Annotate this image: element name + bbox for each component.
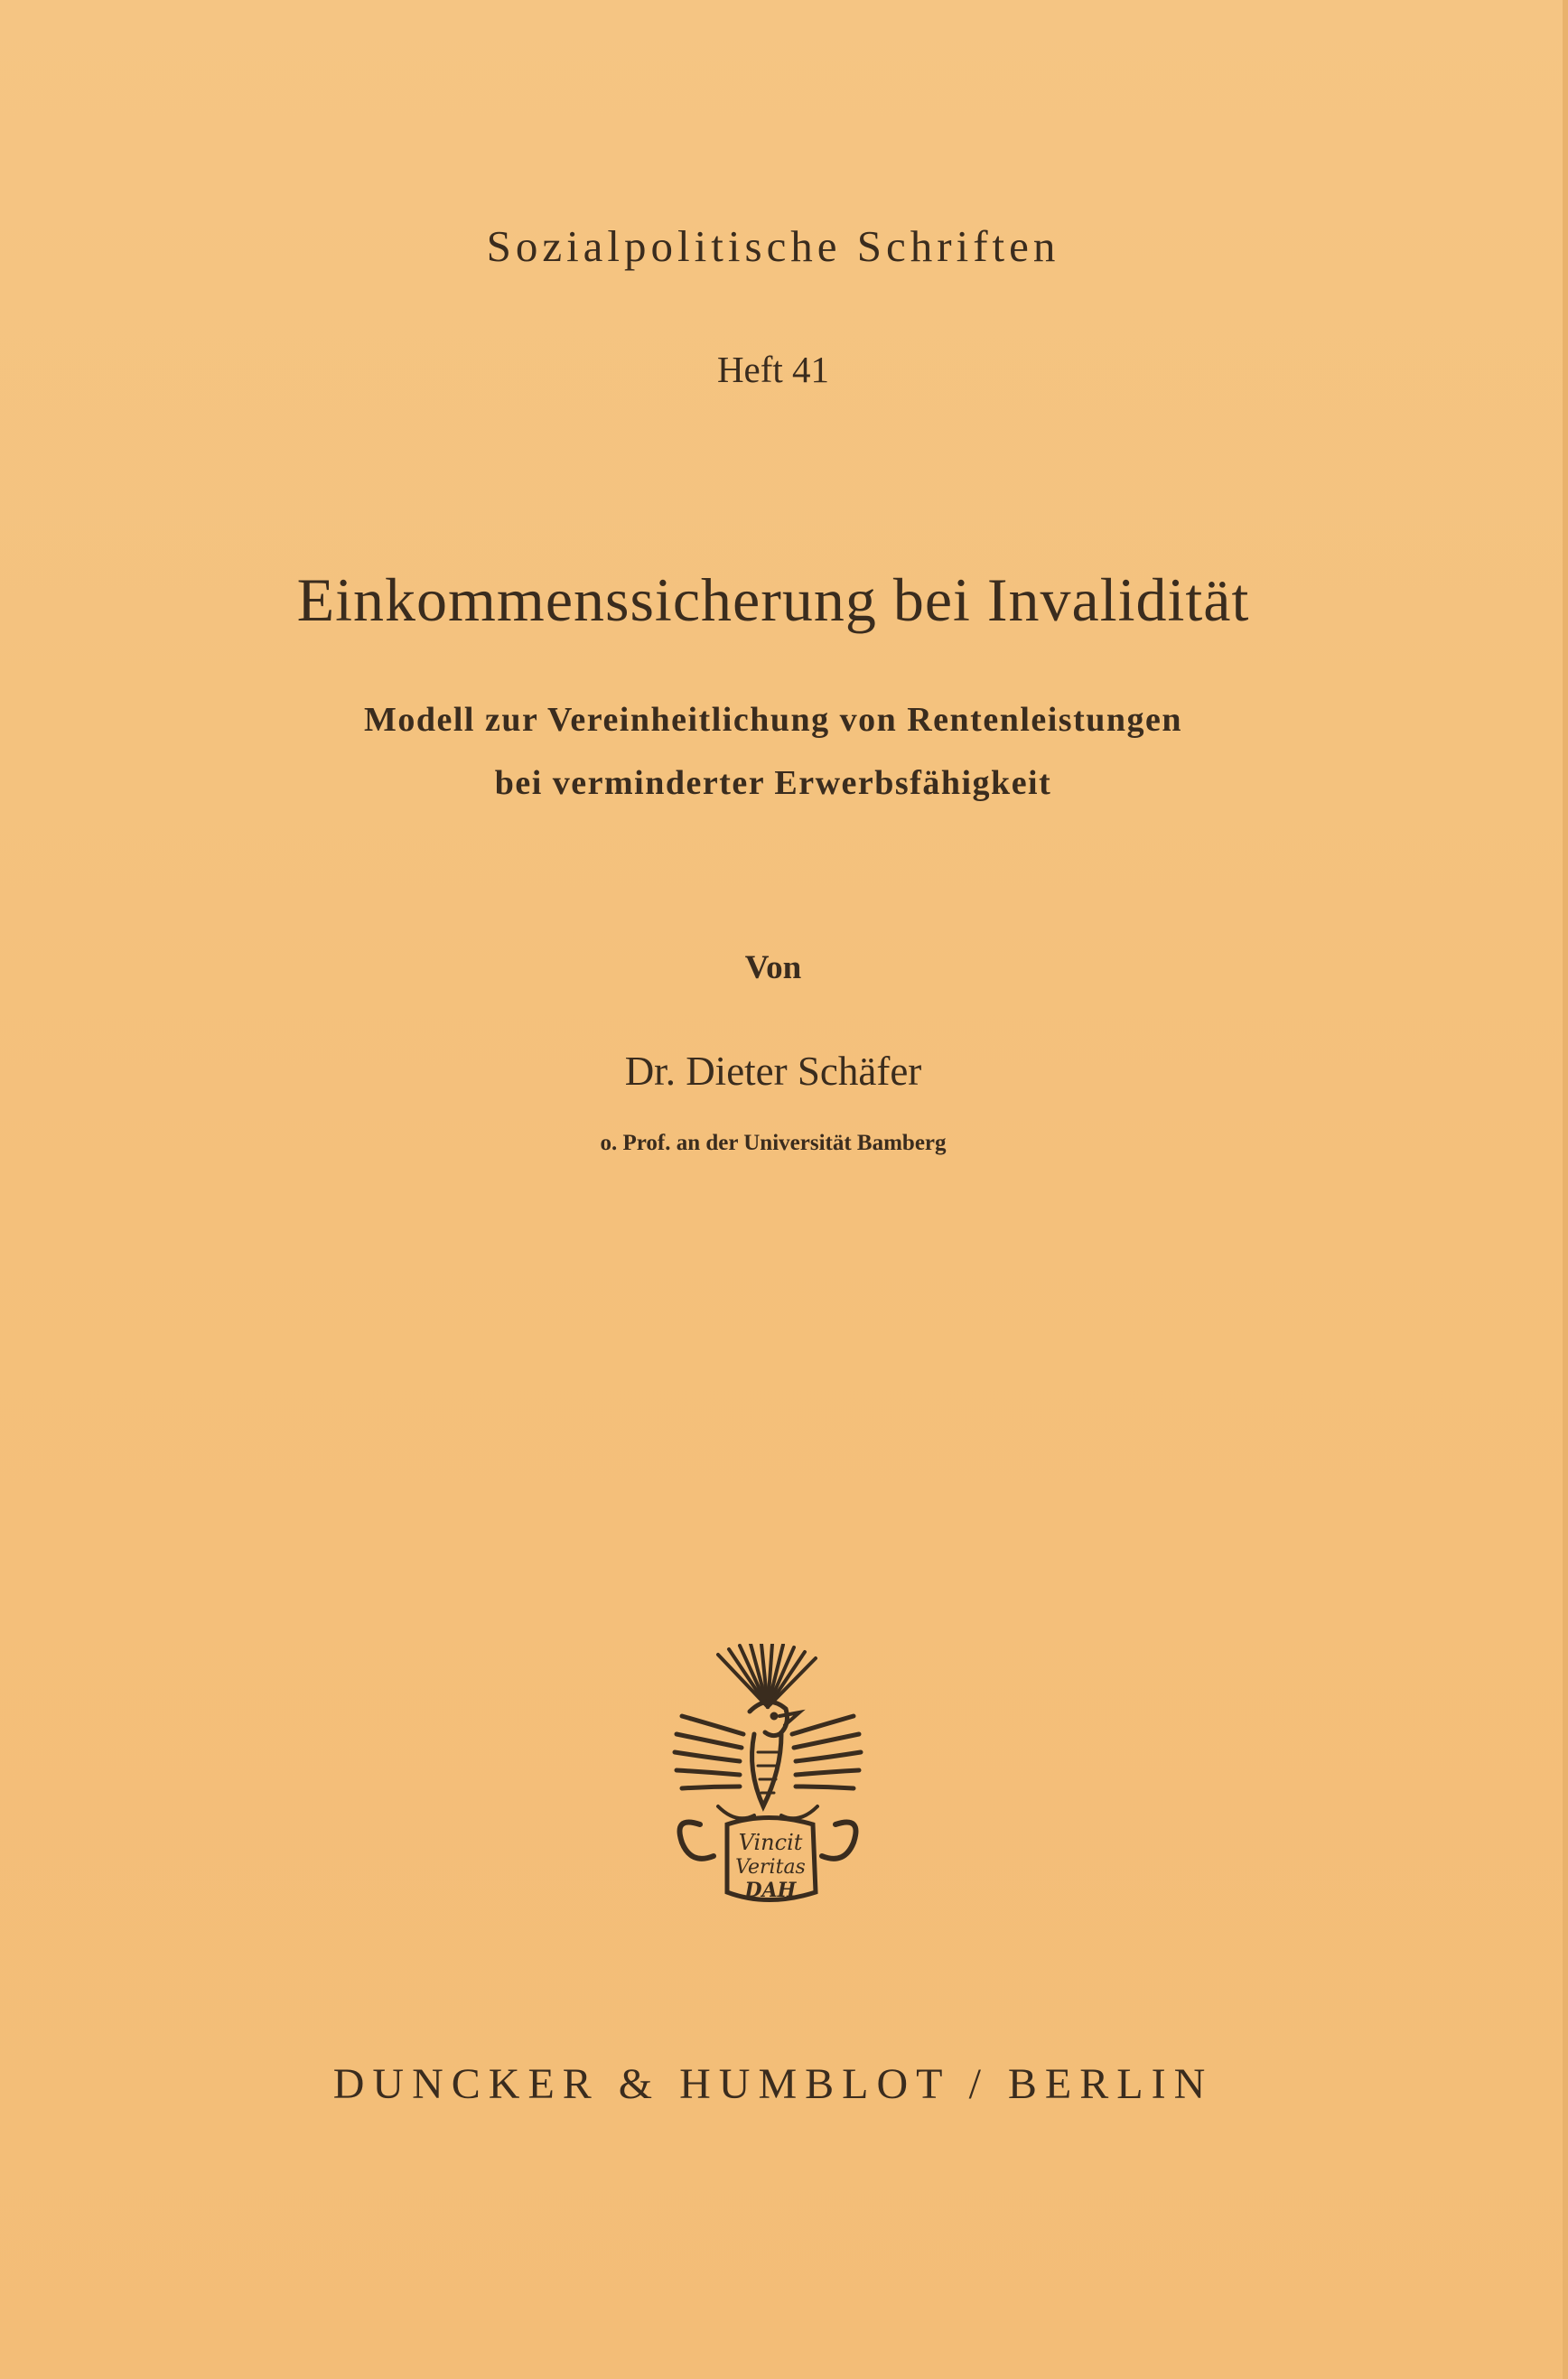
series-title: Sozialpolitische Schriften — [486, 221, 1060, 271]
emblem-text-vincit: Vincit — [738, 1830, 803, 1855]
book-title: Einkommenssicherung bei Invalidität — [296, 565, 1250, 634]
author-affiliation: o. Prof. an der Universität Bamberg — [600, 1131, 947, 1155]
emblem-text-dah: DAH — [744, 1879, 797, 1902]
author-name: Dr. Dieter Schäfer — [624, 1049, 922, 1094]
publisher-eagle-emblem-icon — [664, 1644, 872, 1906]
issue-number: Heft 41 — [716, 349, 830, 390]
subtitle-line-2: bei verminderter Erwerbsfähigkeit — [494, 764, 1052, 802]
subtitle-line-1: Modell zur Vereinheitlichung von Rentenleistungen — [363, 701, 1183, 739]
emblem-text-veritas: Veritas — [735, 1856, 806, 1879]
by-label: Von — [744, 949, 802, 986]
publisher-imprint: DUNCKER & HUMBLOT / BERLIN — [332, 2060, 1214, 2108]
